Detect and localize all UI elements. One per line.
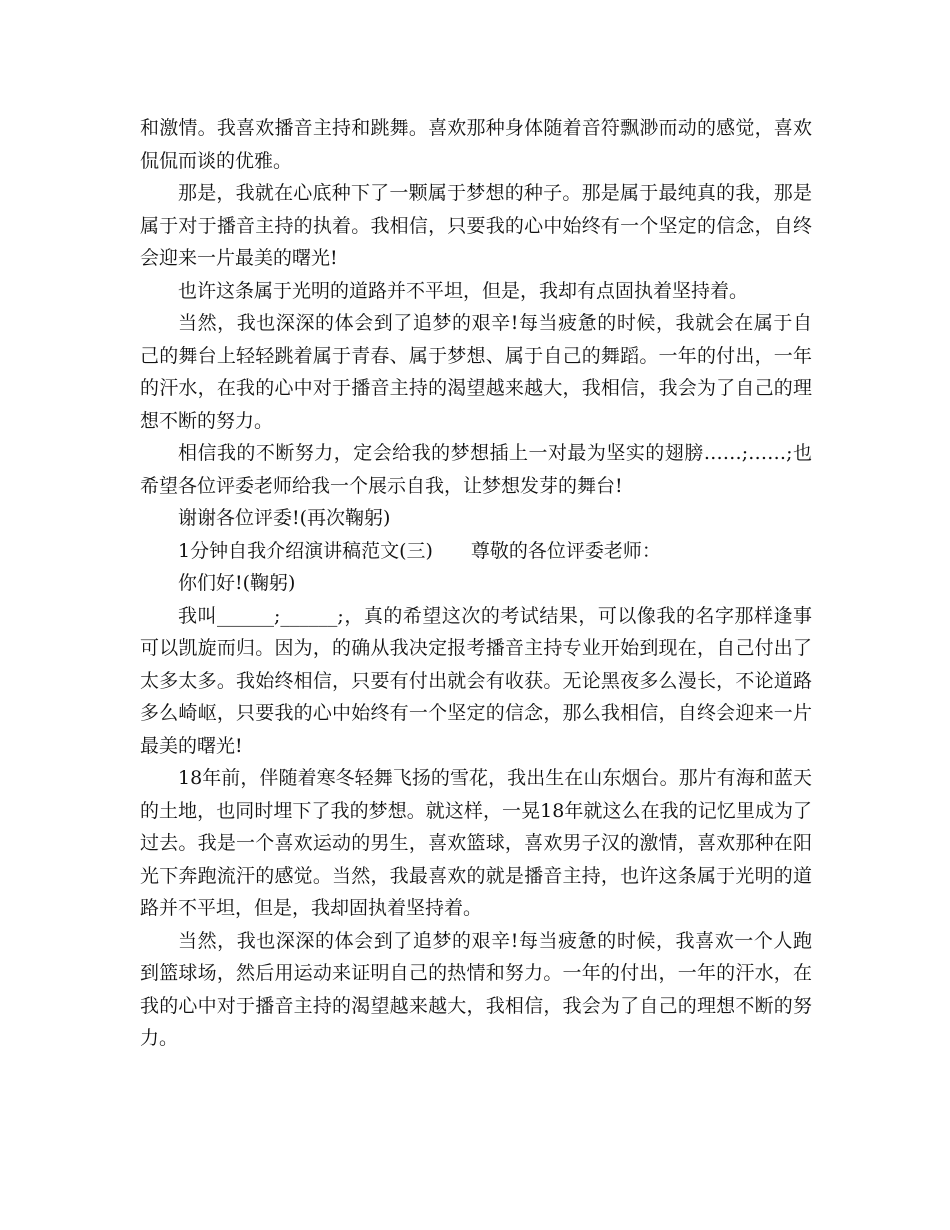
paragraph: 谢谢各位评委!(再次鞠躬) [178, 507, 391, 529]
paragraph: 那是，我就在心底种下了一颗属于梦想的种子。那是属于最纯真的我，那是属于对于播音主持的执着。我相信，只要我的心中始终有一个坚定的信念，自终会迎来一片最美的曙光! [140, 182, 812, 269]
paragraph: 18年前，伴随着寒冬轻舞飞扬的雪花，我出生在山东烟台。那片有海和蓝天的土地，也同时埋下了我的梦想。就这样，一晃18年就这么在我的记忆里成为了过去。我是一个喜欢运动的男生，喜欢篮球，喜欢男子汉的激情，喜欢那种在阳光下奔跑流汗的感觉。当然，我最喜欢的就是播音主持，也许这条属于光明的道路并不平坦，但是，我却固执着坚持着。 [140, 767, 812, 919]
paragraph: 我叫______;______;，真的希望这次的考试结果，可以像我的名字那样逢事可以凯旋而归。因为，的确从我决定报考播音主持专业开始到现在，自己付出了太多太多。我始终相信，只要有付出就会有收获。无论黑夜多么漫长，不论道路多么崎岖，只要我的心中始终有一个坚定的信念，那么我相信，自终会迎来一片最美的曙光! [140, 604, 812, 757]
paragraph: 也许这条属于光明的道路并不平坦，但是，我却有点固执着坚持着。 [178, 279, 749, 302]
paragraph: 和激情。我喜欢播音主持和跳舞。喜欢那种身体随着音符飘渺而动的感觉，喜欢侃侃而谈的优雅。 [140, 117, 812, 172]
document-body [140, 112, 812, 1055]
paragraph: 当然，我也深深的体会到了追梦的艰辛!每当疲惫的时候，我喜欢一个人跑到篮球场，然后用运动来证明自己的热情和努力。一年的付出，一年的汗水，在我的心中对于播音主持的渴望越来越大，我相信，我会为了自己的理想不断的努力。 [140, 929, 812, 1049]
paragraph: 相信我的不断努力，定会给我的梦想插上一对最为坚实的翅膀……;……;也希望各位评委老师给我一个展示自我，让梦想发芽的舞台! [140, 442, 812, 497]
paragraph: 当然，我也深深的体会到了追梦的艰辛!每当疲惫的时候，我就会在属于自己的舞台上轻轻跳着属于青春、属于梦想、属于自己的舞蹈。一年的付出，一年的汗水，在我的心中对于播音主持的渴望越来越大，我相信，我会为了自己的理想不断的努力。 [140, 312, 812, 432]
paragraph: 你们好!(鞠躬) [178, 572, 296, 594]
section-heading: 1分钟自我介绍演讲稿范文(三) 尊敬的各位评委老师： [178, 539, 661, 562]
